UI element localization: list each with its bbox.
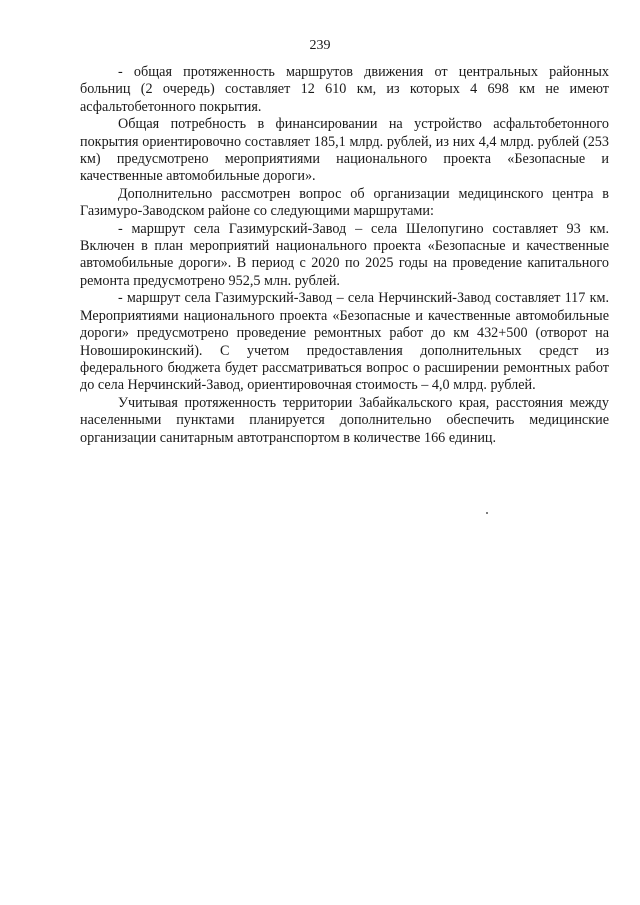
paragraph-route-nerchinsky: - маршрут села Газимурский-Завод – села Нерчинский-Завод составляет 117 км. Мероприятиями национального проекта «Безопасные и качественные автомобильные дороги» предусмотрено проведение ремонтных работ до км 432+500 (отворот на Новоширокинский). С учетом предоставления дополнительных средст из федерального бюджета будет рассматриваться вопрос о расширении ремонтных работ до села Нерчинский-Завод, ориентировочная стоимость – 4,0 млрд. рублей. <box>80 290 609 394</box>
paragraph-ambulance-vehicles: Учитывая протяженность территории Забайкальского края, расстояния между населенными пунктами планируется дополнительно обеспечить медицинские организации санитарным автотранспортом в количестве 166 единиц. <box>80 394 609 446</box>
paragraph-medical-center: Дополнительно рассмотрен вопрос об организации медицинского центра в Газимуро-Заводском районе со следующими маршрутами: <box>80 185 609 220</box>
scan-speck <box>486 512 488 514</box>
paragraph-route-length: - общая протяженность маршрутов движения от центральных районных больниц (2 очередь) составляет 12 610 км, из которых 4 698 км не имеют асфальтобетонного покрытия. <box>80 64 609 115</box>
document-body <box>80 64 609 447</box>
page-number: 239 <box>309 38 331 53</box>
paragraph-funding-need: Общая потребность в финансировании на устройство асфальтобетонного покрытия ориентировочно составляет 185,1 млрд. рублей, из них 4,4 млрд. рублей (253 км) предусмотрено мероприятиями национального проекта «Безопасные и качественные автомобильные дороги». <box>80 116 609 185</box>
paragraph-route-shelopugino: - маршрут села Газимурский-Завод – села Шелопугино составляет 93 км. Включен в план мероприятий национального проекта «Безопасные и качественные автомобильные дороги». В период с 2020 по 2025 годы на проведение капитального ремонта предусмотрено 952,5 млн. рублей. <box>80 220 609 289</box>
